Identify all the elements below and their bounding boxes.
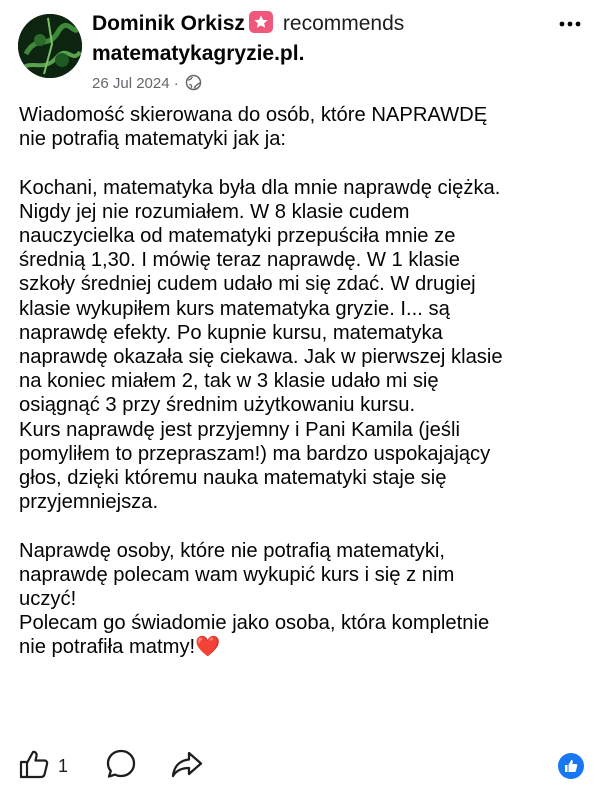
avatar[interactable] [18, 14, 82, 78]
share-button[interactable] [170, 748, 204, 784]
meta-separator: · [173, 75, 179, 92]
globe-icon [185, 74, 202, 97]
like-button[interactable] [18, 748, 68, 784]
comment-icon [104, 747, 138, 786]
like-reaction-icon[interactable] [558, 753, 584, 779]
recommendation-badge-icon [249, 11, 273, 33]
comment-button[interactable] [104, 748, 138, 784]
post-meta [92, 10, 562, 97]
post-text: Wiadomość skierowana do osób, które NAPRAWDĘ nie potrafią matematyki jak ja: Kochani, matematyka była dla mnie naprawdę ciężka. Nigdy jej nie rozumiałem. W 8 klasie cudem nauczycielka od matematyki przepuściła mnie ze średnią 1,30. I mówię teraz naprawdę. W 1 klasie szkoły średniej cudem udało mi się zdać. W drugiej klasie wykupiłem kurs matematyka gryzie. I... są naprawdę efekty. Po kupnie kursu, matematyka naprawdę okazała się ciekawa. Jak w pierwszej klasie na koniec miałem 2, tak w 3 klasie udało mi się osiągnąć 3 przy średnim użytkowaniu kursu. Kurs naprawdę jest przyjemny i Pani Kamila (jeśli pomyliłem to przepraszam!) ma bardzo uspokajający głos, dzięki któremu nauka matematyki staje się przyjemniejsza. Naprawdę osoby, które nie potrafią matematyki, naprawdę polecam wam wykupić kurs i się z nim uczyć! Polecam go świadomie jako osoba, która kompletnie nie potrafiła matmy!❤️ [19, 104, 503, 659]
post-header [18, 10, 582, 92]
share-icon [170, 747, 204, 786]
more-horizontal-icon[interactable] [558, 12, 582, 36]
author-name[interactable]: Dominik Orkisz [92, 12, 245, 35]
post-actions-bar [18, 748, 584, 784]
like-count: 1 [58, 755, 69, 776]
page-name-period: . [298, 42, 305, 65]
recommends-label: recommends [282, 12, 405, 35]
thumbs-up-icon [18, 748, 50, 785]
page-name-link[interactable]: matematykagryzie.pl [92, 42, 299, 65]
post-date[interactable]: 26 Jul 2024 [92, 75, 170, 92]
